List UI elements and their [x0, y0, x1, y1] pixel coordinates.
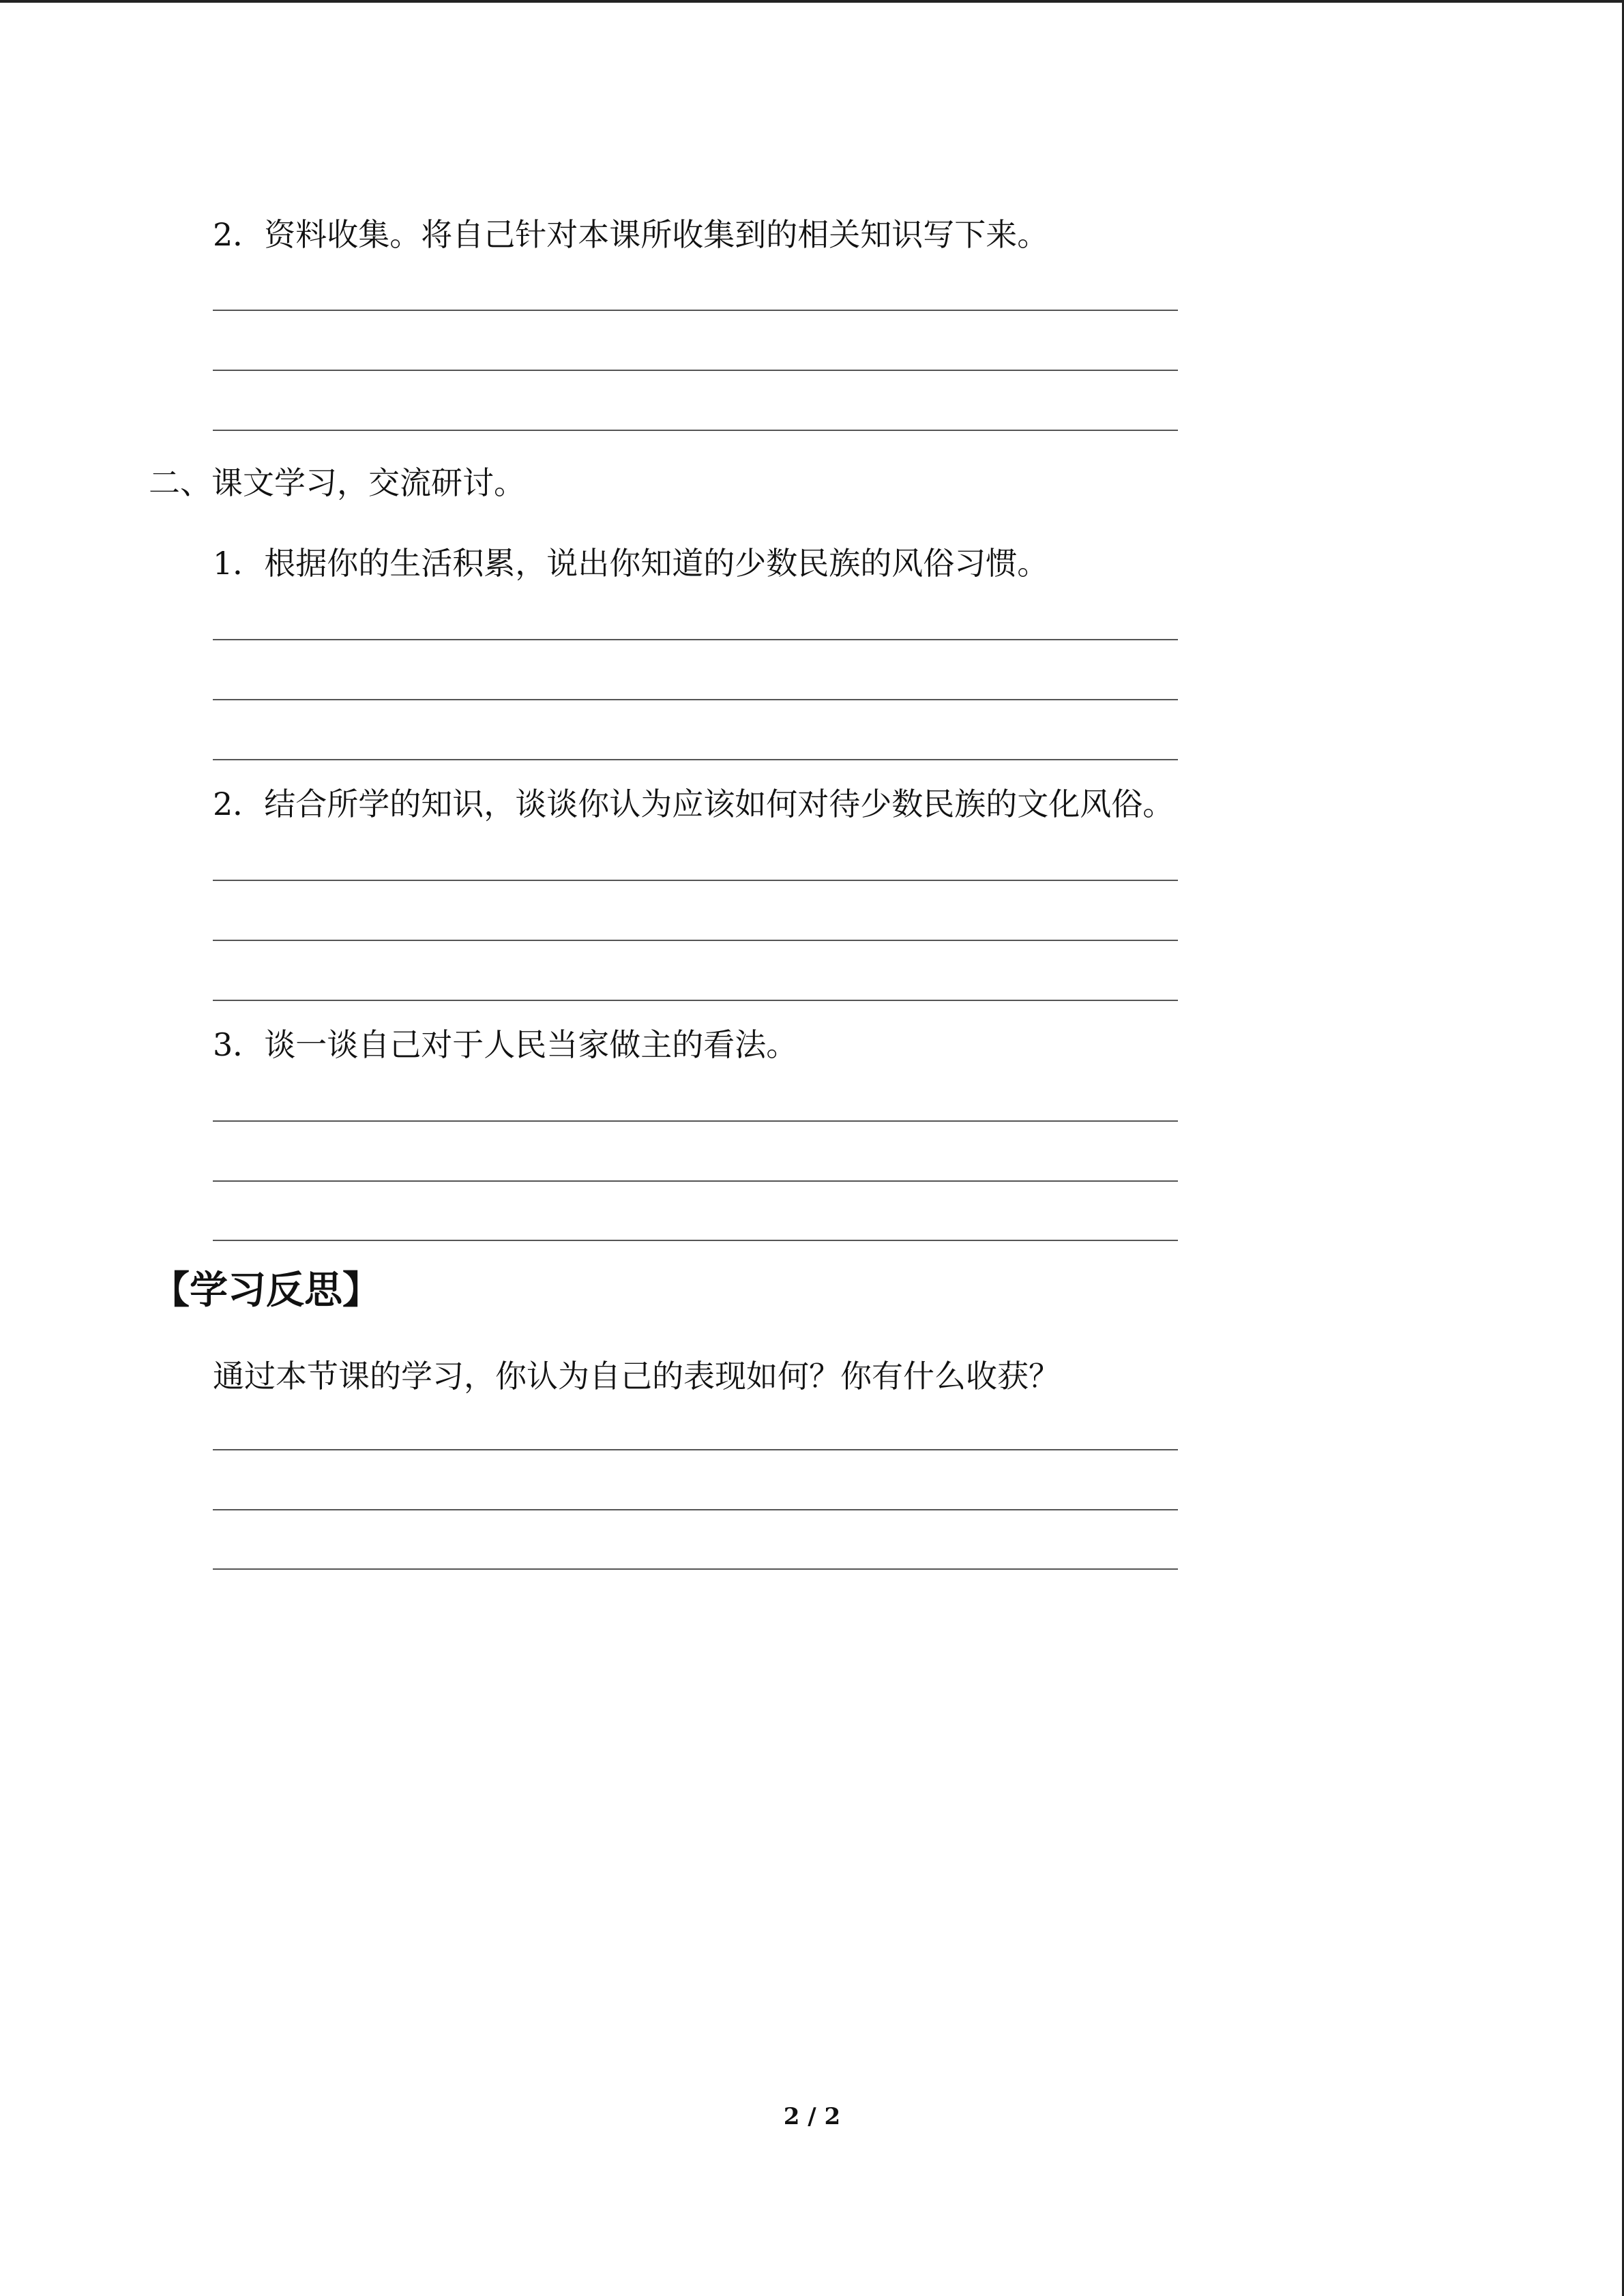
answer-line[interactable]: [213, 639, 1178, 640]
answer-line[interactable]: [213, 1240, 1178, 1241]
question-3-opinion: 3．谈一谈自己对于人民当家做主的看法。: [213, 1026, 798, 1063]
answer-line[interactable]: [213, 759, 1178, 760]
answer-line[interactable]: [213, 1000, 1178, 1001]
question-1-customs: 1．根据你的生活积累，说出你知道的少数民族的风俗习惯。: [213, 545, 1049, 582]
answer-line[interactable]: [213, 699, 1178, 700]
answer-line[interactable]: [213, 1180, 1178, 1182]
answer-line[interactable]: [213, 1120, 1178, 1122]
question-2-resource-collection: 2．资料收集。将自己针对本课所收集到的相关知识写下来。: [213, 216, 1049, 253]
reflection-question: 通过本节课的学习，你认为自己的表现如何？你有什么收获？: [213, 1358, 1060, 1395]
answer-line[interactable]: [213, 1568, 1178, 1570]
answer-line[interactable]: [213, 1509, 1178, 1510]
page-number: 2 / 2: [783, 2103, 841, 2130]
learning-reflection-heading: 【学习反思】: [151, 1268, 381, 1313]
question-2-culture: 2．结合所学的知识，谈谈你认为应该如何对待少数民族的文化风俗。: [213, 786, 1175, 822]
answer-line[interactable]: [213, 880, 1178, 881]
answer-line[interactable]: [213, 310, 1178, 311]
section-2-heading: 二、课文学习，交流研讨。: [149, 464, 525, 501]
answer-line[interactable]: [213, 940, 1178, 941]
page-top-border: [0, 0, 1624, 3]
answer-line[interactable]: [213, 1449, 1178, 1450]
answer-line[interactable]: [213, 370, 1178, 371]
answer-line[interactable]: [213, 430, 1178, 431]
